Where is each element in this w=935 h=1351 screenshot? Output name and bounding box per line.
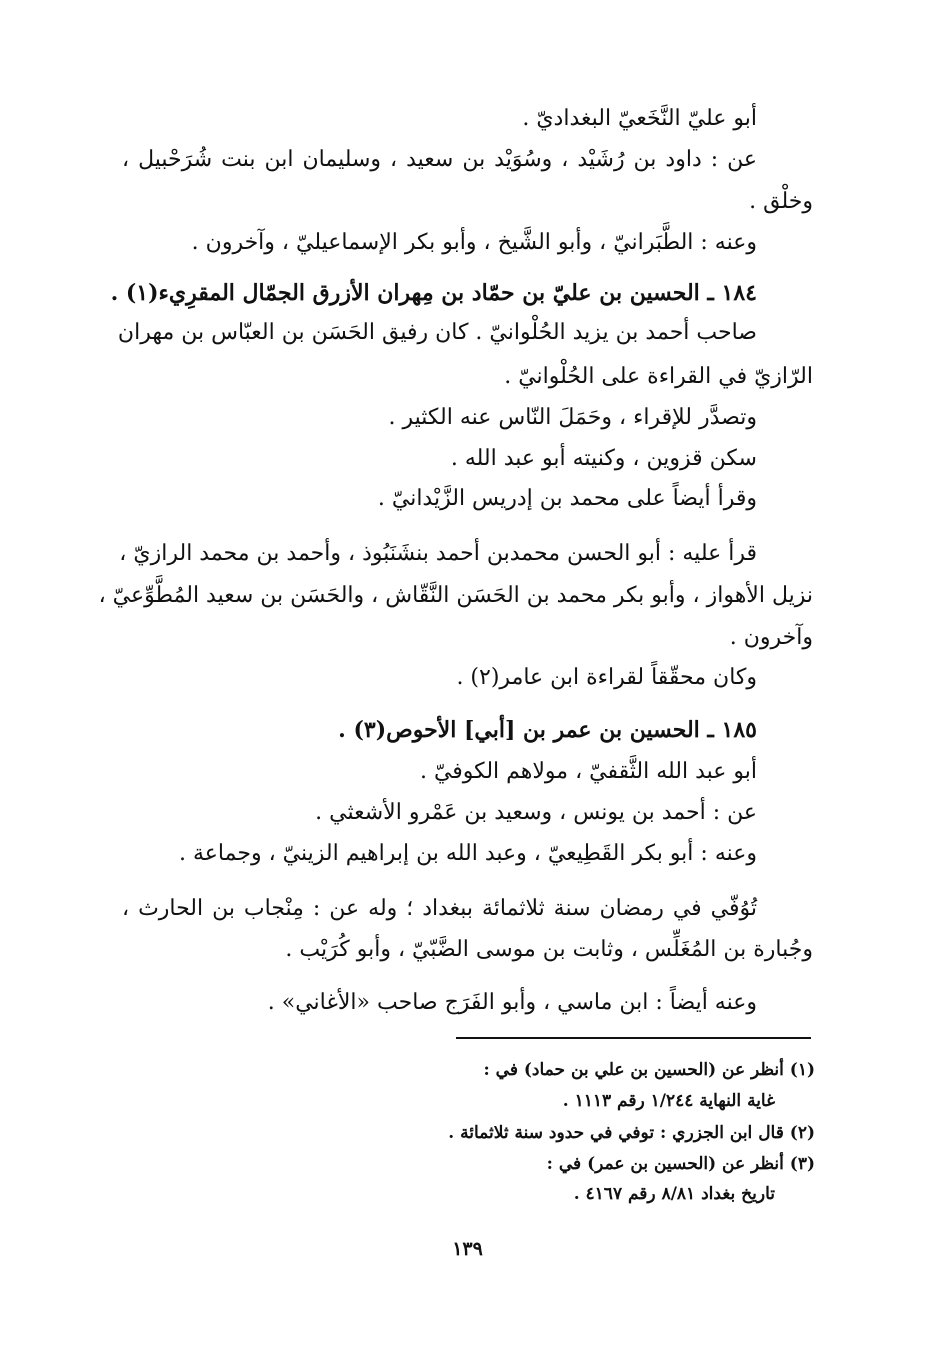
entry-184-mastery-line: وكان محقّقاً لقراءة ابن عامر(٢) . xyxy=(456,665,757,690)
footnote-divider xyxy=(456,1037,811,1039)
entry-184-readers-line: قرأ عليه : أبو الحسن محمدبن أحمد بنشَنَبُوذ ، وأحمد بن محمد الرازيّ ، xyxy=(119,541,757,566)
entry-184-teaching-line: وتصدَّر للإقراء ، وحَمَلَ النّاس عنه الكثير . xyxy=(388,405,757,430)
entry-185-teachers-line: عن : أحمد بن يونس ، وسعيد بن عَمْرو الأشعثي . xyxy=(315,800,757,825)
entry-183-teachers-line: عن : داود بن رُشَيْد ، وسُوَيْد بن سعيد ، وسليمان ابن بنت شُرَحْبيل ، xyxy=(122,147,757,172)
entry-183-teachers-continuation: وخلْق . xyxy=(749,189,813,214)
page-number: ١٣٩ xyxy=(452,1238,483,1260)
entry-184-companion-line: صاحب أحمد بن يزيد الحُلْوانيّ . كان رفيق الحَسَن بن العبّاس بن مهران xyxy=(117,320,757,345)
entry-185-students-line: وعنه : أبو بكر القَطِيعيّ ، وعبد الله بن إبراهيم الزينيّ ، وجماعة . xyxy=(179,841,757,866)
footnote-1: (١) أنظر عن (الحسين بن علي بن حماد) في : xyxy=(483,1060,815,1080)
entry-185-kunya-line: أبو عبد الله الثَّقفيّ ، مولاهم الكوفيّ . xyxy=(419,759,757,784)
entry-185-death-line: تُوُفّي في رمضان سنة ثلاثمائة ببغداد ؛ وله عن : مِنْجاب بن الحارث ، xyxy=(122,896,757,921)
entry-183-students-line: وعنه : الطَّبَرانيّ ، وأبو الشَّيخ ، وأبو بكر الإسماعيليّ ، وآخرون . xyxy=(191,230,757,255)
entry-185-heading: ١٨٥ ـ الحسين بن عمر بن [أبي] الأحوص(٣) . xyxy=(338,717,757,743)
entry-184-heading: ١٨٤ ـ الحسين بن عليّ بن حمّاد بن مِهران الأزرق الجمّال المقرِيء(١) . xyxy=(110,280,757,306)
entry-184-recitation-line: وقرأ أيضاً على محمد بن إدريس الزَّيْدانيّ . xyxy=(377,486,757,511)
entry-184-readers-end: وآخرون . xyxy=(729,625,813,650)
entry-185-more-students-line: وعنه أيضاً : ابن ماسي ، وأبو الفَرَج صاحب «الأغاني» . xyxy=(267,990,757,1015)
footnote-2: (٢) قال ابن الجزري : توفي في حدود سنة ثلاثمائة . xyxy=(448,1123,815,1143)
footnote-3: (٣) أنظر عن (الحسين بن عمر) في : xyxy=(546,1154,815,1174)
entry-183-kunya-line: أبو عليّ النَّخَعيّ البغداديّ . xyxy=(522,106,757,131)
entry-184-residence-line: سكن قزوين ، وكنيته أبو عبد الله . xyxy=(450,446,757,471)
entry-185-death-continuation: وجُبارة بن المُغَلِّس ، وثابت بن موسى الضَّبّيّ ، وأبو كُرَيْب . xyxy=(285,937,813,962)
entry-184-companion-continuation: الرّازيّ في القراءة على الحُلْوانيّ . xyxy=(504,364,813,389)
footnote-3-reference: تاريخ بغداد ٨/٨١ رقم ٤١٦٧ . xyxy=(573,1184,775,1204)
footnote-1-reference: غاية النهاية ١/٢٤٤ رقم ١١١٣ . xyxy=(562,1091,775,1111)
entry-184-readers-continuation: نزيل الأهواز ، وأبو بكر محمد بن الحَسَن النَّقّاش ، والحَسَن بن سعيد المُطَّوِّعيّ ، xyxy=(98,583,813,608)
